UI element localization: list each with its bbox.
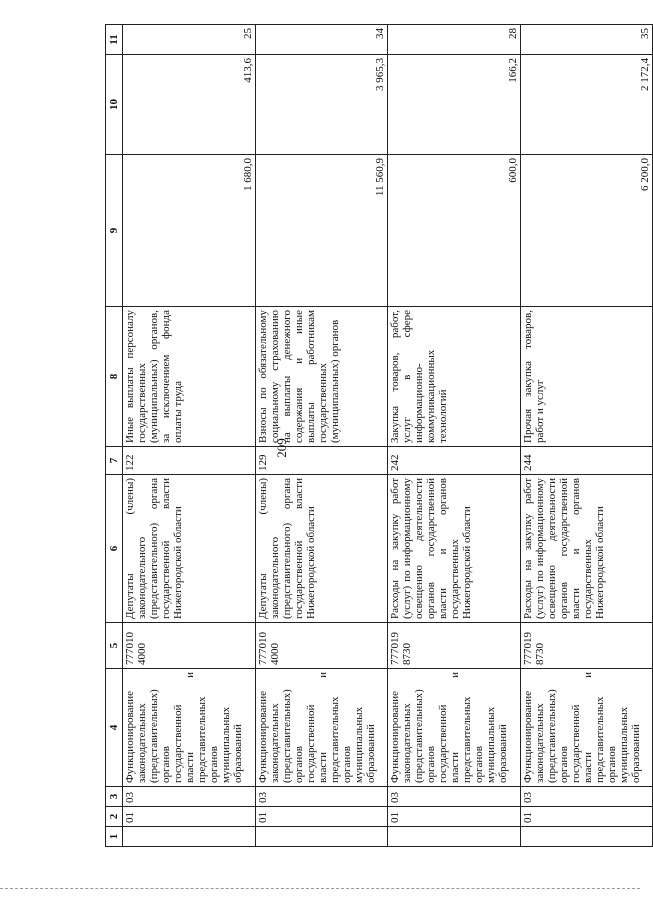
header-cell: 3 — [106, 787, 123, 807]
cell-empty — [388, 827, 521, 847]
cell-percent: 34 — [255, 25, 388, 55]
header-cell: 11 — [106, 25, 123, 55]
cell-empty — [255, 827, 388, 847]
table-row — [388, 25, 521, 847]
cell-empty — [520, 827, 653, 847]
cell-expense-name: Иные выплаты персоналу государственных (муниципальных) органов, за исключением фонда оплаты труда — [123, 307, 256, 447]
cell-plan-amount: 11 560,9 — [255, 155, 388, 307]
cell-subsection-name: Функционирование законодательных (представительных) органов государственной власти и представительных органов муниципальных образований — [520, 669, 653, 787]
cell-empty — [123, 827, 256, 847]
cell-section: 01 — [255, 807, 388, 827]
cell-actual-amount: 166,2 — [388, 55, 521, 155]
cell-expense-code: 244 — [520, 447, 653, 475]
cell-actual-amount: 413,6 — [123, 55, 256, 155]
cell-subsection: 03 — [123, 787, 256, 807]
rotated-table-container — [105, 25, 653, 847]
header-cell: 4 — [106, 669, 123, 787]
cell-expense-name: Прочая закупка товаров, работ и услуг — [520, 307, 653, 447]
cell-actual-amount: 3 965,3 — [255, 55, 388, 155]
header-cell: 1 — [106, 827, 123, 847]
cell-subsection-name: Функционирование законодательных (представительных) органов государственной власти и представительных органов муниципальных образований — [123, 669, 256, 787]
cell-target-code: 777010 4000 — [255, 623, 388, 669]
cell-plan-amount: 1 680,0 — [123, 155, 256, 307]
header-cell: 9 — [106, 155, 123, 307]
cell-subsection-name: Функционирование законодательных (представительных) органов государственной власти и представительных органов муниципальных образований — [255, 669, 388, 787]
cell-section: 01 — [123, 807, 256, 827]
table-row — [123, 25, 256, 847]
cell-expense-name: Взносы по обязательному социальному страхованию на выплаты денежного содержания и иные выплаты работникам государственных (муниципальных) органов — [255, 307, 388, 447]
cell-target-code: 777019 8730 — [520, 623, 653, 669]
cell-target-name: Расходы на закупку работ (услуг) по информационному освещению деятельности органов государственной власти и органов государственных Нижегородской области — [520, 475, 653, 623]
cell-expense-code: 242 — [388, 447, 521, 475]
table-row — [255, 25, 388, 847]
table-row — [520, 25, 653, 847]
cell-target-code: 777019 8730 — [388, 623, 521, 669]
cell-target-code: 777010 4000 — [123, 623, 256, 669]
cell-plan-amount: 600,0 — [388, 155, 521, 307]
page-number: 209 — [274, 438, 289, 458]
header-cell: 8 — [106, 307, 123, 447]
cell-expense-name: Закупка товаров, работ, услуг в сфере информационно-коммуникационных технологий — [388, 307, 521, 447]
scan-edge-line — [0, 888, 640, 889]
cell-target-name: Депутаты (члены) законодательного (представительного) органа государственной власти Нижегородской области — [255, 475, 388, 623]
cell-target-name: Расходы на закупку работ (услуг) по информационному освещению деятельности органов государственной власти и органов государственных Нижегородской области — [388, 475, 521, 623]
header-row — [106, 25, 123, 847]
cell-expense-code: 122 — [123, 447, 256, 475]
header-cell: 2 — [106, 807, 123, 827]
cell-percent: 28 — [388, 25, 521, 55]
cell-subsection: 03 — [520, 787, 653, 807]
budget-table — [105, 24, 653, 847]
cell-section: 01 — [520, 807, 653, 827]
cell-percent: 35 — [520, 25, 653, 55]
cell-subsection-name: Функционирование законодательных (представительных) органов государственной власти и представительных органов муниципальных образований — [388, 669, 521, 787]
cell-expense-code: 129 — [255, 447, 388, 475]
cell-actual-amount: 2 172,4 — [520, 55, 653, 155]
cell-target-name: Депутаты (члены) законодательного (представительного) органа государственной власти Нижегородской области — [123, 475, 256, 623]
cell-percent: 25 — [123, 25, 256, 55]
header-cell: 10 — [106, 55, 123, 155]
header-cell: 5 — [106, 623, 123, 669]
cell-subsection: 03 — [255, 787, 388, 807]
cell-plan-amount: 6 200,0 — [520, 155, 653, 307]
cell-section: 01 — [388, 807, 521, 827]
header-cell: 7 — [106, 447, 123, 475]
cell-subsection: 03 — [388, 787, 521, 807]
header-cell: 6 — [106, 475, 123, 623]
